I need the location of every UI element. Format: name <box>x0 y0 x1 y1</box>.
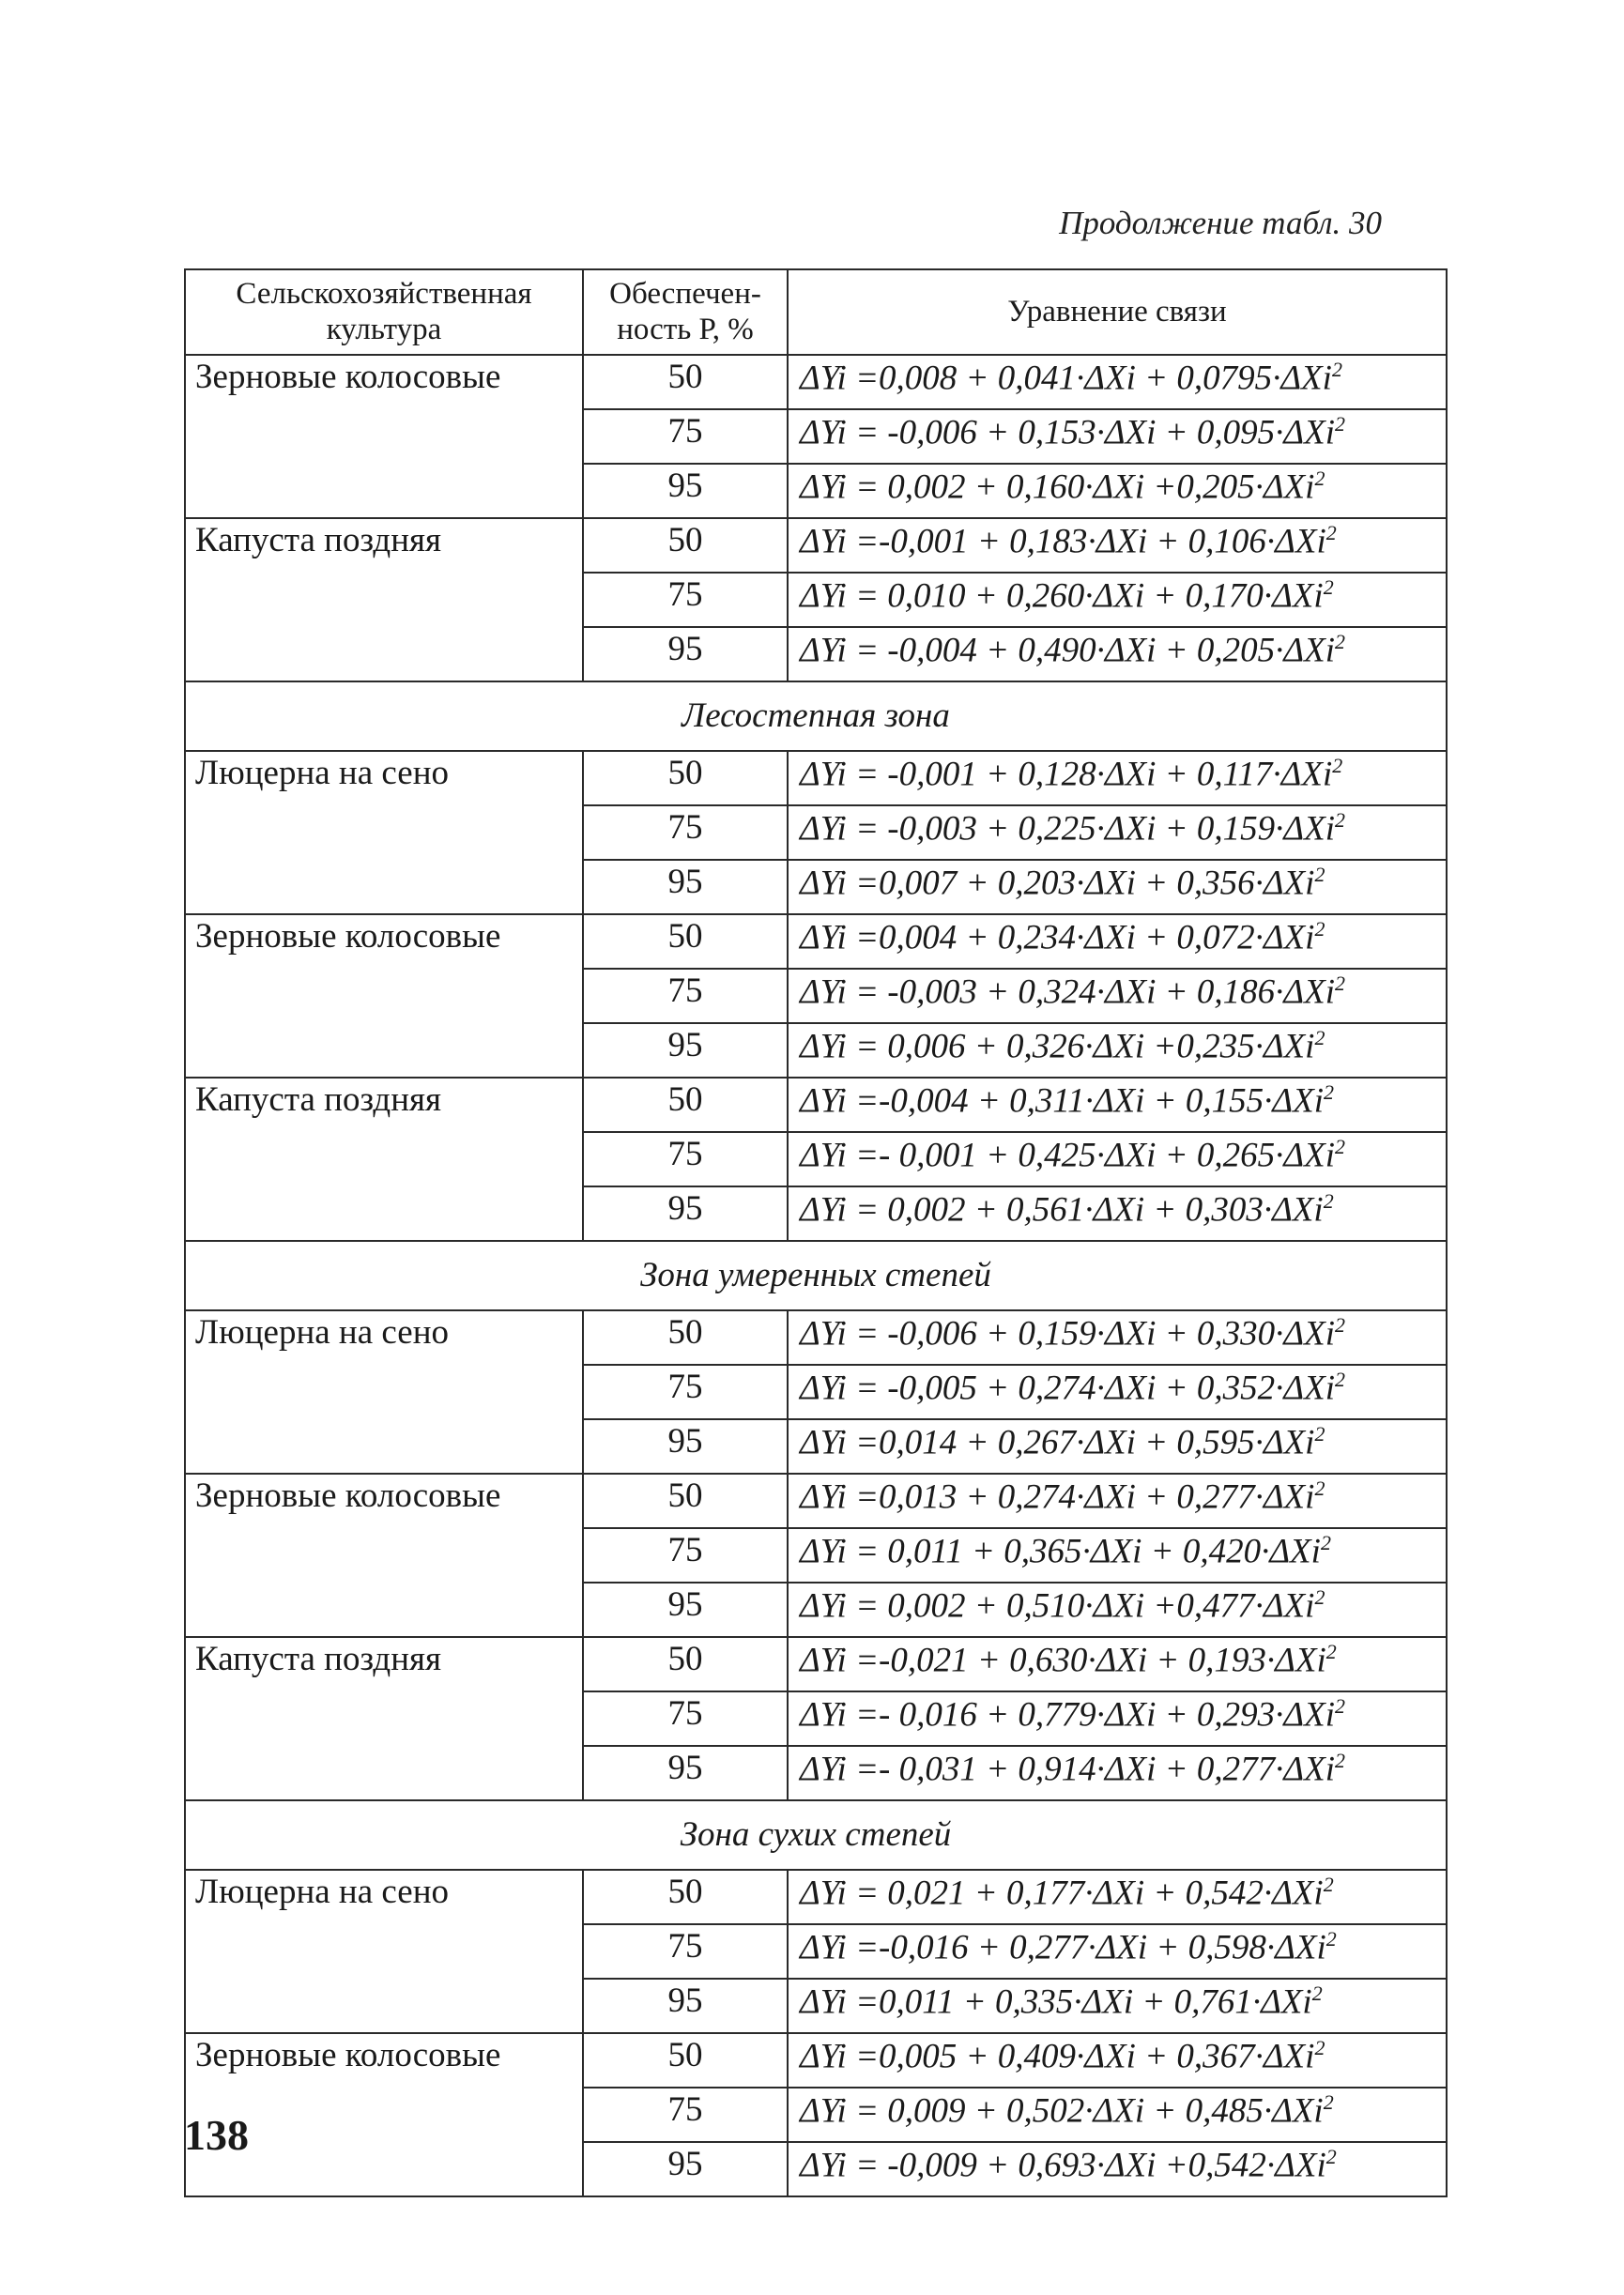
zone-label: Зона сухих степей <box>185 1800 1447 1870</box>
equation-exponent: 2 <box>1335 412 1345 436</box>
equation-cell <box>788 2033 1447 2088</box>
crop-cell: Зерновые колосовые <box>185 1474 583 1637</box>
table-row <box>185 751 1447 805</box>
equation-cell <box>788 1979 1447 2033</box>
table-row <box>185 1078 1447 1132</box>
equation-text: ΔYi = 0,002 + 0,510·ΔXi +0,477·ΔXi <box>800 1586 1315 1626</box>
header-probability: Обеспечен-ность Р, % <box>583 269 788 355</box>
equation-exponent: 2 <box>1335 1368 1345 1391</box>
probability-cell: 50 <box>583 2033 788 2088</box>
probability-cell: 50 <box>583 751 788 805</box>
probability-cell: 75 <box>583 2088 788 2142</box>
equation-exponent: 2 <box>1325 521 1337 544</box>
equation-text: ΔYi =0,011 + 0,335·ΔXi + 0,761·ΔXi <box>800 1982 1312 2022</box>
equation-text: ΔYi =- 0,001 + 0,425·ΔXi + 0,265·ΔXi <box>800 1136 1335 1175</box>
table-caption: Продолжение табл. 30 <box>1059 205 1382 241</box>
equation-exponent: 2 <box>1320 1531 1331 1554</box>
equation-cell <box>788 627 1447 681</box>
equation-exponent: 2 <box>1331 358 1342 381</box>
equation-exponent: 2 <box>1324 1080 1334 1104</box>
crop-cell: Люцерна на сено <box>185 751 583 914</box>
table-row <box>185 1310 1447 1365</box>
equation-exponent: 2 <box>1314 863 1325 886</box>
probability-cell: 95 <box>583 1023 788 1078</box>
probability-cell: 75 <box>583 409 788 464</box>
equation-cell <box>788 2088 1447 2142</box>
equation-exponent: 2 <box>1335 1135 1345 1158</box>
equation-text: ΔYi = 0,006 + 0,326·ΔXi +0,235·ΔXi <box>800 1027 1315 1066</box>
header-equation: Уравнение связи <box>788 269 1447 355</box>
equation-exponent: 2 <box>1323 1189 1334 1213</box>
crop-cell: Капуста поздняя <box>185 518 583 681</box>
equation-exponent: 2 <box>1314 1422 1325 1446</box>
equation-exponent: 2 <box>1332 754 1343 777</box>
crop-cell: Зерновые колосовые <box>185 355 583 518</box>
probability-cell: 75 <box>583 1528 788 1583</box>
zone-label: Зона умеренных степей <box>185 1241 1447 1310</box>
equation-cell <box>788 355 1447 409</box>
table-row <box>185 1637 1447 1691</box>
crop-cell: Зерновые колосовые <box>185 2033 583 2196</box>
equation-text: ΔYi =0,005 + 0,409·ΔXi + 0,367·ΔXi <box>800 2037 1315 2076</box>
equation-exponent: 2 <box>1335 630 1345 653</box>
equation-exponent: 2 <box>1314 2036 1325 2059</box>
crop-cell: Люцерна на сено <box>185 1310 583 1474</box>
crop-cell: Зерновые колосовые <box>185 914 583 1078</box>
equation-text: ΔYi = -0,006 + 0,153·ΔXi + 0,095·ΔXi <box>800 413 1335 452</box>
equation-cell <box>788 518 1447 573</box>
probability-cell: 95 <box>583 1186 788 1241</box>
equation-text: ΔYi = -0,004 + 0,490·ΔXi + 0,205·ΔXi <box>800 631 1335 670</box>
equation-text: ΔYi =0,014 + 0,267·ΔXi + 0,595·ΔXi <box>800 1423 1315 1462</box>
equation-exponent: 2 <box>1335 808 1345 832</box>
equation-cell <box>788 1746 1447 1800</box>
equation-exponent: 2 <box>1335 1749 1345 1772</box>
page-number: 138 <box>184 2111 249 2159</box>
equation-cell <box>788 969 1447 1023</box>
equation-exponent: 2 <box>1314 1585 1325 1609</box>
equation-cell <box>788 1365 1447 1419</box>
crop-cell: Капуста поздняя <box>185 1078 583 1241</box>
equation-exponent: 2 <box>1325 1640 1337 1663</box>
equation-exponent: 2 <box>1335 1313 1345 1337</box>
equation-text: ΔYi =-0,001 + 0,183·ΔXi + 0,106·ΔXi <box>800 522 1326 561</box>
zone-row <box>185 1241 1447 1310</box>
equation-text: ΔYi = 0,011 + 0,365·ΔXi + 0,420·ΔXi <box>800 1532 1321 1571</box>
header-row <box>185 269 1447 355</box>
equation-cell <box>788 409 1447 464</box>
equation-text: ΔYi =0,007 + 0,203·ΔXi + 0,356·ΔXi <box>800 864 1315 903</box>
probability-cell: 95 <box>583 1583 788 1637</box>
probability-cell: 50 <box>583 914 788 969</box>
equation-cell <box>788 1528 1447 1583</box>
equation-exponent: 2 <box>1323 575 1334 599</box>
equation-cell <box>788 1132 1447 1186</box>
equation-cell <box>788 573 1447 627</box>
equation-cell <box>788 1023 1447 1078</box>
equation-cell <box>788 1691 1447 1746</box>
equation-text: ΔYi = 0,021 + 0,177·ΔXi + 0,542·ΔXi <box>800 1874 1324 1913</box>
equation-exponent: 2 <box>1335 1694 1345 1718</box>
probability-cell: 75 <box>583 805 788 860</box>
probability-cell: 95 <box>583 1746 788 1800</box>
equation-text: ΔYi = 0,009 + 0,502·ΔXi + 0,485·ΔXi <box>800 2091 1324 2131</box>
equation-text: ΔYi = -0,005 + 0,274·ΔXi + 0,352·ΔXi <box>800 1369 1335 1408</box>
equation-cell <box>788 2142 1447 2196</box>
equation-cell <box>788 1186 1447 1241</box>
regression-table <box>184 268 1448 2197</box>
table-row <box>185 914 1447 969</box>
equation-text: ΔYi = -0,006 + 0,159·ΔXi + 0,330·ΔXi <box>800 1314 1335 1354</box>
probability-cell: 50 <box>583 355 788 409</box>
probability-cell: 95 <box>583 1419 788 1474</box>
equation-cell <box>788 1924 1447 1979</box>
equation-text: ΔYi =0,013 + 0,274·ΔXi + 0,277·ΔXi <box>800 1477 1315 1517</box>
equation-text: ΔYi = 0,010 + 0,260·ΔXi + 0,170·ΔXi <box>800 576 1324 616</box>
crop-cell: Люцерна на сено <box>185 1870 583 2033</box>
equation-exponent: 2 <box>1323 2090 1334 2114</box>
equation-text: ΔYi =-0,021 + 0,630·ΔXi + 0,193·ΔXi <box>800 1641 1326 1680</box>
equation-text: ΔYi =0,008 + 0,041·ΔXi + 0,0795·ΔXi <box>800 359 1332 398</box>
zone-row <box>185 1800 1447 1870</box>
equation-text: ΔYi =- 0,031 + 0,914·ΔXi + 0,277·ΔXi <box>800 1750 1335 1789</box>
equation-exponent: 2 <box>1323 1873 1334 1896</box>
table-body <box>185 355 1447 2196</box>
crop-cell: Капуста поздняя <box>185 1637 583 1800</box>
probability-cell: 50 <box>583 1078 788 1132</box>
equation-exponent: 2 <box>1325 2145 1337 2168</box>
equation-cell <box>788 914 1447 969</box>
table-row <box>185 1474 1447 1528</box>
equation-text: ΔYi = 0,002 + 0,561·ΔXi + 0,303·ΔXi <box>800 1190 1324 1230</box>
table-row <box>185 518 1447 573</box>
probability-cell: 50 <box>583 1474 788 1528</box>
zone-label: Лесостепная зона <box>185 681 1447 751</box>
equation-text: ΔYi = 0,002 + 0,160·ΔXi +0,205·ΔXi <box>800 467 1315 507</box>
probability-cell: 95 <box>583 627 788 681</box>
equation-exponent: 2 <box>1314 1026 1325 1049</box>
equation-cell <box>788 464 1447 518</box>
table-row <box>185 1870 1447 1924</box>
equation-cell <box>788 751 1447 805</box>
equation-text: ΔYi = -0,003 + 0,324·ΔXi + 0,186·ΔXi <box>800 972 1335 1012</box>
probability-cell: 75 <box>583 573 788 627</box>
equation-exponent: 2 <box>1325 1927 1337 1951</box>
probability-cell: 75 <box>583 1691 788 1746</box>
probability-cell: 75 <box>583 969 788 1023</box>
probability-cell: 95 <box>583 860 788 914</box>
equation-exponent: 2 <box>1335 972 1345 995</box>
table-row <box>185 2033 1447 2088</box>
probability-cell: 95 <box>583 2142 788 2196</box>
probability-cell: 50 <box>583 1310 788 1365</box>
probability-cell: 75 <box>583 1365 788 1419</box>
equation-text: ΔYi = -0,009 + 0,693·ΔXi +0,542·ΔXi <box>800 2146 1326 2185</box>
equation-text: ΔYi =-0,004 + 0,311·ΔXi + 0,155·ΔXi <box>800 1081 1324 1121</box>
equation-cell <box>788 1637 1447 1691</box>
equation-cell <box>788 1583 1447 1637</box>
probability-cell: 75 <box>583 1132 788 1186</box>
equation-exponent: 2 <box>1314 1476 1325 1500</box>
equation-cell <box>788 860 1447 914</box>
equation-text: ΔYi =-0,016 + 0,277·ΔXi + 0,598·ΔXi <box>800 1928 1326 1967</box>
equation-exponent: 2 <box>1314 917 1325 941</box>
probability-cell: 95 <box>583 1979 788 2033</box>
equation-cell <box>788 1419 1447 1474</box>
equation-text: ΔYi = -0,003 + 0,225·ΔXi + 0,159·ΔXi <box>800 809 1335 849</box>
equation-cell <box>788 1870 1447 1924</box>
equation-text: ΔYi =0,004 + 0,234·ΔXi + 0,072·ΔXi <box>800 918 1315 957</box>
equation-exponent: 2 <box>1314 467 1325 490</box>
header-crop: Сельскохозяйственная культура <box>185 269 583 355</box>
equation-cell <box>788 1078 1447 1132</box>
equation-cell <box>788 1474 1447 1528</box>
equation-cell <box>788 805 1447 860</box>
zone-row <box>185 681 1447 751</box>
probability-cell: 50 <box>583 518 788 573</box>
equation-exponent: 2 <box>1311 1981 1323 2005</box>
probability-cell: 75 <box>583 1924 788 1979</box>
equation-text: ΔYi = -0,001 + 0,128·ΔXi + 0,117·ΔXi <box>800 755 1333 794</box>
probability-cell: 50 <box>583 1870 788 1924</box>
table-row <box>185 355 1447 409</box>
probability-cell: 95 <box>583 464 788 518</box>
probability-cell: 50 <box>583 1637 788 1691</box>
equation-text: ΔYi =- 0,016 + 0,779·ΔXi + 0,293·ΔXi <box>800 1695 1335 1735</box>
equation-cell <box>788 1310 1447 1365</box>
